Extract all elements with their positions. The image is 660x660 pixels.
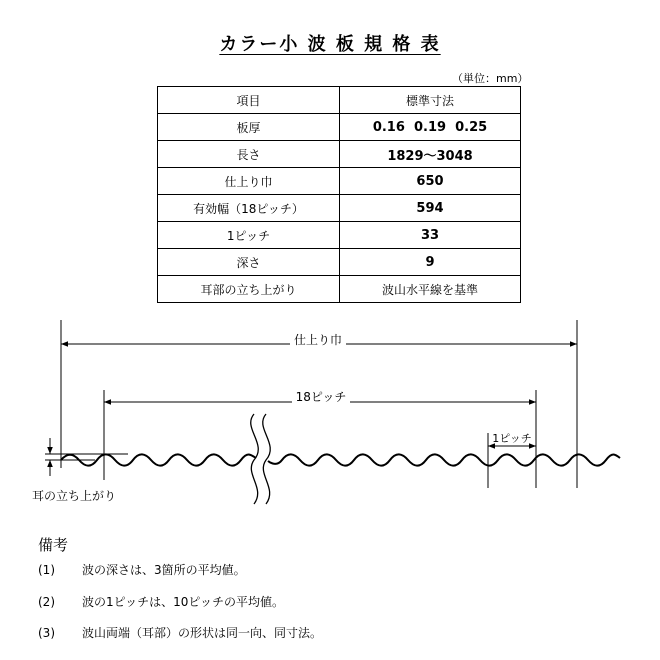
finished-width-label: 仕上り巾 (293, 333, 343, 347)
note-number: (3) (38, 626, 55, 640)
table-row (158, 249, 521, 276)
note-item (38, 593, 284, 610)
note-item (38, 561, 246, 578)
note-text: 波の1ピッチは、10ピッチの平均値。 (82, 595, 284, 609)
row-label: 仕上り巾 (158, 168, 340, 195)
table-row (158, 195, 521, 222)
note-number: (2) (38, 595, 55, 609)
corrugated-sheet-diagram (0, 318, 660, 518)
row-value: 1829～3048 (340, 141, 521, 168)
table-row (158, 141, 521, 168)
row-value: 33 (340, 222, 521, 249)
row-label: 耳部の立ち上がり (158, 276, 340, 303)
row-label: 深さ (158, 249, 340, 276)
note-text: 波山両端（耳部）の形状は同一向、同寸法。 (82, 626, 323, 640)
row-label: 有効幅（18ピッチ） (158, 195, 340, 222)
row-value: 650 (340, 168, 521, 195)
header-standard: 標準寸法 (340, 87, 521, 114)
row-value: 波山水平線を基準 (340, 276, 521, 303)
row-value: 9 (340, 249, 521, 276)
table-header-row (158, 87, 521, 114)
row-label: 長さ (158, 141, 340, 168)
table-row (158, 114, 521, 141)
page-title: カラー小 波 板 規 格 表 (219, 34, 441, 55)
notes-title: 備考 (38, 536, 69, 554)
edge-rise-label: 耳の立ち上がり (32, 489, 117, 503)
note-number: (1) (38, 563, 55, 577)
unit-label: （単位：mm） (452, 72, 529, 85)
pitch1-label: 1ピッチ (492, 432, 532, 445)
table-row (158, 222, 521, 249)
note-item (38, 624, 322, 641)
break-line-1 (251, 414, 259, 504)
row-value: 594 (340, 195, 521, 222)
table-row (158, 168, 521, 195)
spec-table (157, 86, 521, 303)
row-value: 0.16 0.19 0.25 (340, 114, 521, 141)
header-item: 項目 (158, 87, 340, 114)
row-label: 1ピッチ (158, 222, 340, 249)
row-label: 板厚 (158, 114, 340, 141)
pitch18-label: 18ピッチ (295, 390, 347, 404)
table-row (158, 276, 521, 303)
note-text: 波の深さは、3箇所の平均値。 (82, 563, 246, 577)
break-line-2 (263, 414, 271, 504)
corrugated-wave-right (268, 454, 620, 465)
